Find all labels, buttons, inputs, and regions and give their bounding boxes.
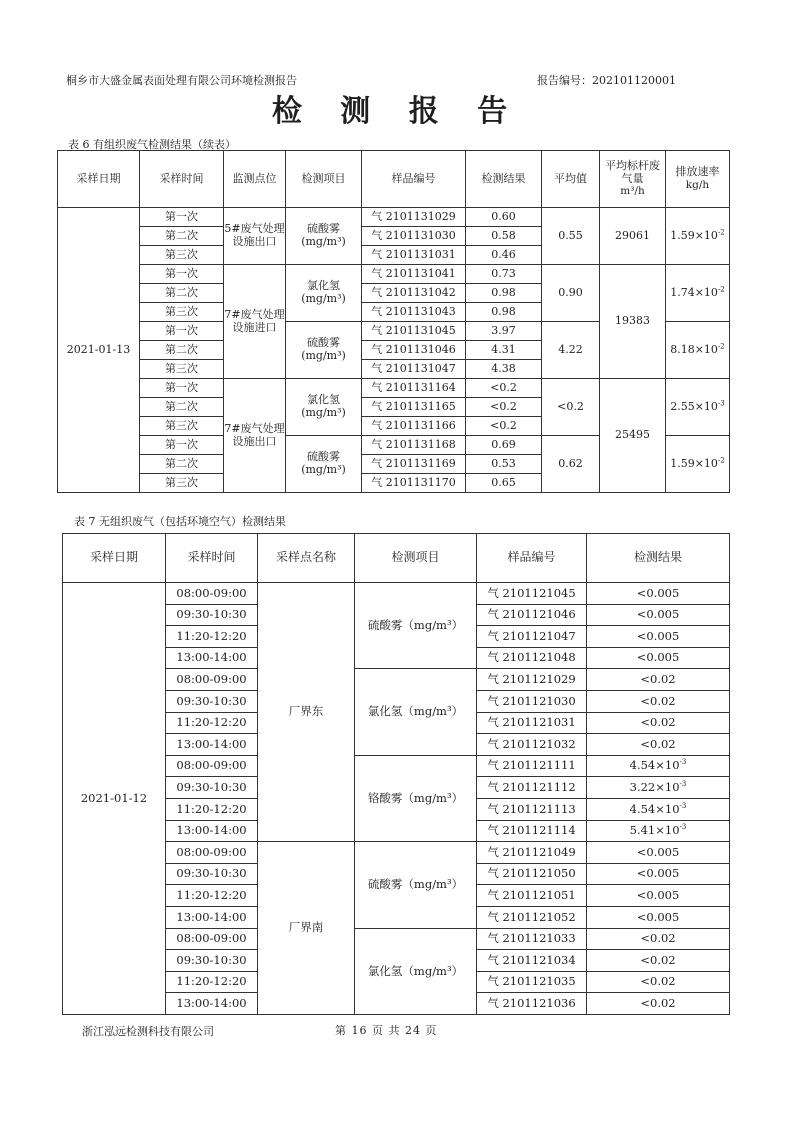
exhaust-flow: 25495	[600, 379, 666, 493]
sample-time: 第三次	[140, 360, 224, 379]
test-result: 0.73	[466, 265, 542, 284]
sample-id: 气 2101121051	[477, 885, 587, 907]
sample-time: 08:00-09:00	[166, 755, 258, 777]
sample-id: 气 2101121113	[477, 798, 587, 820]
test-item: 氯化氢 (mg/m³)	[286, 265, 362, 322]
col-header: 排放速率 kg/h	[666, 151, 730, 208]
sample-id: 气 2101121029	[477, 669, 587, 691]
test-result: <0.02	[587, 950, 730, 972]
footer-company: 浙江泓远检测科技有限公司	[82, 1025, 214, 1038]
test-result: <0.02	[587, 712, 730, 734]
test-result: <0.02	[587, 993, 730, 1015]
test-item: 氯化氢（mg/m³）	[355, 669, 477, 755]
col-header: 采样日期	[63, 534, 166, 583]
sample-id: 气 2101131030	[362, 227, 466, 246]
sample-id: 气 2101121052	[477, 906, 587, 928]
table7-caption: 表 7 无组织废气（包括环境空气）检测结果	[74, 515, 286, 528]
table-header-row	[63, 534, 730, 583]
test-result: 0.46	[466, 246, 542, 265]
average-value: 0.62	[542, 436, 600, 493]
table-row	[58, 208, 730, 227]
test-result: $4.54\times 10^{-3}$	[587, 798, 730, 820]
col-header: 样品编号	[362, 151, 466, 208]
sample-time: 09:30-10:30	[166, 863, 258, 885]
test-result: <0.005	[587, 626, 730, 648]
sample-id: 气 2101131045	[362, 322, 466, 341]
sample-id: 气 2101121046	[477, 604, 587, 626]
sample-id: 气 2101131031	[362, 246, 466, 265]
sample-id: 气 2101121111	[477, 755, 587, 777]
sample-time: 11:20-12:20	[166, 885, 258, 907]
test-item: 硫酸雾（mg/m³）	[355, 842, 477, 928]
test-result: <0.02	[587, 669, 730, 691]
test-result: 0.98	[466, 303, 542, 322]
col-header: 检测结果	[466, 151, 542, 208]
sample-time: 第三次	[140, 246, 224, 265]
test-item: 硫酸雾 (mg/m³)	[286, 208, 362, 265]
sample-id: 气 2101121031	[477, 712, 587, 734]
sample-time: 11:20-12:20	[166, 626, 258, 648]
col-header: 采样时间	[140, 151, 224, 208]
sample-id: 气 2101121112	[477, 777, 587, 799]
test-result: 0.69	[466, 436, 542, 455]
sample-time: 第一次	[140, 265, 224, 284]
sample-id: 气 2101131169	[362, 455, 466, 474]
page-title: 检 测 报 告	[271, 94, 522, 129]
sample-time: 第三次	[140, 303, 224, 322]
sample-time: 13:00-14:00	[166, 906, 258, 928]
test-result: $5.41\times 10^{-3}$	[587, 820, 730, 842]
sample-time: 11:20-12:20	[166, 971, 258, 993]
sample-id: 气 2101131042	[362, 284, 466, 303]
monitoring-point: 7#废气处理设施进口	[224, 265, 286, 379]
sample-id: 气 2101131168	[362, 436, 466, 455]
monitoring-point: 7#废气处理设施出口	[224, 379, 286, 493]
col-header: 检测项目	[355, 534, 477, 583]
exhaust-flow: 29061	[600, 208, 666, 265]
sample-id: 气 2101131166	[362, 417, 466, 436]
test-result: 0.98	[466, 284, 542, 303]
sample-time: 09:30-10:30	[166, 604, 258, 626]
test-result: <0.005	[587, 885, 730, 907]
sample-date: 2021-01-13	[58, 208, 140, 493]
sample-id: 气 2101131170	[362, 474, 466, 493]
average-value: 0.90	[542, 265, 600, 322]
sample-id: 气 2101121047	[477, 626, 587, 648]
test-result: 0.58	[466, 227, 542, 246]
table-row	[58, 265, 730, 284]
test-result: 3.97	[466, 322, 542, 341]
sample-id: 气 2101121032	[477, 734, 587, 756]
report-number: 报告编号：202101120001	[537, 74, 676, 87]
test-item: 氯化氢（mg/m³）	[355, 928, 477, 1014]
col-header: 检测结果	[587, 534, 730, 583]
emission-rate: $1.59\times 10^{-2}$	[666, 208, 730, 265]
table7-fugitive-exhaust	[62, 533, 730, 1015]
sample-time: 08:00-09:00	[166, 842, 258, 864]
sample-time: 13:00-14:00	[166, 820, 258, 842]
sample-time: 13:00-14:00	[166, 993, 258, 1015]
average-value: 0.55	[542, 208, 600, 265]
sample-id: 气 2101131164	[362, 379, 466, 398]
sample-id: 气 2101121035	[477, 971, 587, 993]
average-value: <0.2	[542, 379, 600, 436]
sample-id: 气 2101121114	[477, 820, 587, 842]
sample-time: 13:00-14:00	[166, 734, 258, 756]
test-result: $4.54\times 10^{-3}$	[587, 755, 730, 777]
sample-id: 气 2101121050	[477, 863, 587, 885]
test-result: <0.005	[587, 863, 730, 885]
test-result: 0.60	[466, 208, 542, 227]
test-result: <0.005	[587, 906, 730, 928]
test-result: <0.02	[587, 971, 730, 993]
col-header: 平均标杆废气量 m³/h	[600, 151, 666, 208]
test-result: <0.005	[587, 647, 730, 669]
emission-rate: $8.18\times 10^{-2}$	[666, 322, 730, 379]
test-result: <0.005	[587, 583, 730, 605]
sample-date: 2021-01-12	[63, 583, 166, 1015]
test-result: <0.2	[466, 398, 542, 417]
sample-time: 第一次	[140, 322, 224, 341]
sample-id: 气 2101121030	[477, 690, 587, 712]
emission-rate: $1.74\times 10^{-2}$	[666, 265, 730, 322]
col-header: 采样点名称	[258, 534, 355, 583]
sample-time: 09:30-10:30	[166, 690, 258, 712]
test-result: <0.02	[587, 734, 730, 756]
page-number: 第 16 页 共 24 页	[335, 1024, 438, 1037]
sampling-point: 厂界东	[258, 583, 355, 842]
sample-time: 08:00-09:00	[166, 583, 258, 605]
sample-time: 第一次	[140, 208, 224, 227]
table-row	[58, 379, 730, 398]
sample-time: 第二次	[140, 398, 224, 417]
sample-id: 气 2101131165	[362, 398, 466, 417]
test-result: <0.02	[587, 928, 730, 950]
sample-id: 气 2101121034	[477, 950, 587, 972]
sample-id: 气 2101131043	[362, 303, 466, 322]
sampling-point: 厂界南	[258, 842, 355, 1015]
test-item: 硫酸雾（mg/m³）	[355, 583, 477, 669]
sample-id: 气 2101131046	[362, 341, 466, 360]
test-result: <0.2	[466, 379, 542, 398]
sample-id: 气 2101131029	[362, 208, 466, 227]
test-result: 4.38	[466, 360, 542, 379]
sample-time: 第二次	[140, 227, 224, 246]
test-item: 氯化氢 (mg/m³)	[286, 379, 362, 436]
test-item: 硫酸雾 (mg/m³)	[286, 436, 362, 493]
sample-time: 09:30-10:30	[166, 777, 258, 799]
col-header: 采样时间	[166, 534, 258, 583]
sample-time: 08:00-09:00	[166, 669, 258, 691]
col-header: 平均值	[542, 151, 600, 208]
sample-time: 第三次	[140, 474, 224, 493]
sample-time: 13:00-14:00	[166, 647, 258, 669]
emission-rate: $1.59\times 10^{-2}$	[666, 436, 730, 493]
test-item: 铬酸雾（mg/m³）	[355, 755, 477, 841]
sample-time: 第一次	[140, 379, 224, 398]
sample-id: 气 2101121036	[477, 993, 587, 1015]
sample-id: 气 2101121045	[477, 583, 587, 605]
test-result: <0.005	[587, 842, 730, 864]
sample-id: 气 2101131041	[362, 265, 466, 284]
sample-id: 气 2101121033	[477, 928, 587, 950]
test-result: 0.65	[466, 474, 542, 493]
sample-id: 气 2101121048	[477, 647, 587, 669]
test-result: 4.31	[466, 341, 542, 360]
sample-id: 气 2101131047	[362, 360, 466, 379]
sample-time: 第三次	[140, 417, 224, 436]
test-result: <0.02	[587, 690, 730, 712]
test-result: <0.2	[466, 417, 542, 436]
sample-time: 11:20-12:20	[166, 798, 258, 820]
test-result: $3.22\times 10^{-3}$	[587, 777, 730, 799]
col-header: 监测点位	[224, 151, 286, 208]
emission-rate: $2.55\times 10^{-3}$	[666, 379, 730, 436]
col-header: 样品编号	[477, 534, 587, 583]
sample-time: 第二次	[140, 455, 224, 474]
sample-time: 08:00-09:00	[166, 928, 258, 950]
col-header: 采样日期	[58, 151, 140, 208]
sample-time: 11:20-12:20	[166, 712, 258, 734]
table-row	[63, 583, 730, 605]
exhaust-flow: 19383	[600, 265, 666, 379]
sample-time: 第二次	[140, 284, 224, 303]
table6-caption: 表 6 有组织废气检测结果（续表）	[68, 138, 236, 151]
sample-time: 第一次	[140, 436, 224, 455]
test-item: 硫酸雾 (mg/m³)	[286, 322, 362, 379]
test-result: 0.53	[466, 455, 542, 474]
sample-time: 第二次	[140, 341, 224, 360]
sample-id: 气 2101121049	[477, 842, 587, 864]
monitoring-point: 5#废气处理设施出口	[224, 208, 286, 265]
table6-organized-exhaust	[57, 150, 730, 493]
report-company-header: 桐乡市大盛金属表面处理有限公司环境检测报告	[66, 74, 297, 87]
average-value: 4.22	[542, 322, 600, 379]
table-header-row	[58, 151, 730, 208]
test-result: <0.005	[587, 604, 730, 626]
sample-time: 09:30-10:30	[166, 950, 258, 972]
col-header: 检测项目	[286, 151, 362, 208]
